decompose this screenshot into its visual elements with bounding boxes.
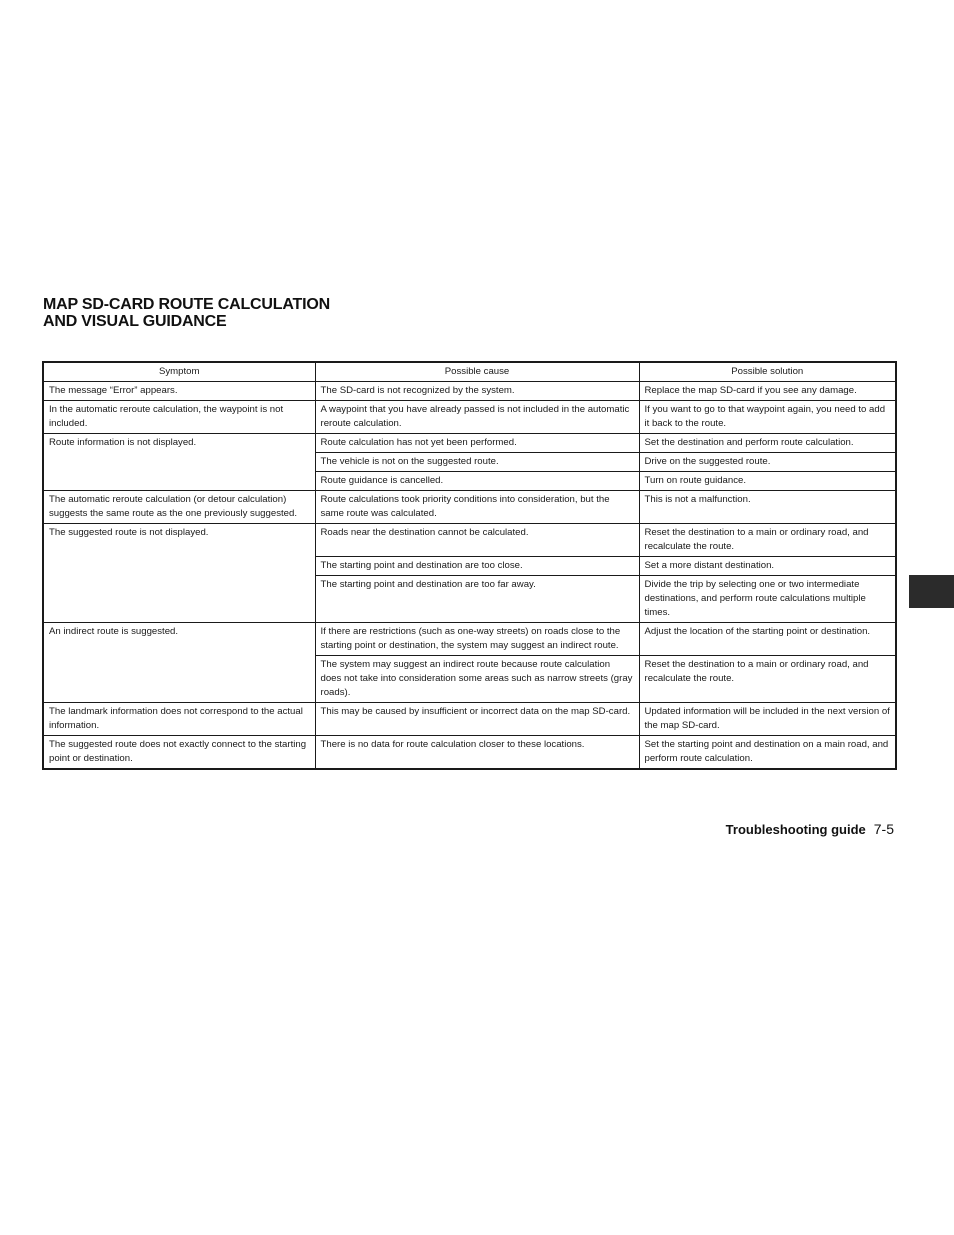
solution-cell: Adjust the location of the starting point or destination. [639, 623, 896, 656]
cause-cell: The SD-card is not recognized by the system. [315, 382, 639, 401]
symptom-cell: In the automatic reroute calculation, the waypoint is not included. [43, 401, 315, 434]
cause-cell: This may be caused by insufficient or incorrect data on the map SD-card. [315, 703, 639, 736]
table-row [43, 623, 896, 656]
cause-cell: There is no data for route calculation closer to these locations. [315, 736, 639, 770]
section-title-line-2: AND VISUAL GUIDANCE [43, 313, 227, 330]
symptom-cell: The suggested route is not displayed. [43, 524, 315, 623]
table-row [43, 524, 896, 557]
header-symptom: Symptom [43, 362, 315, 382]
page-number: 7-5 [873, 821, 894, 837]
table-row [43, 736, 896, 770]
symptom-cell: The automatic reroute calculation (or detour calculation) suggests the same route as the one previously suggested. [43, 491, 315, 524]
cause-cell: Roads near the destination cannot be calculated. [315, 524, 639, 557]
cause-cell: The system may suggest an indirect route because route calculation does not take into consideration some areas such as narrow streets (gray roads). [315, 656, 639, 703]
table-row [43, 491, 896, 524]
solution-cell: If you want to go to that waypoint again, you need to add it back to the route. [639, 401, 896, 434]
solution-cell: Replace the map SD-card if you see any damage. [639, 382, 896, 401]
chapter-tab-marker [909, 575, 954, 608]
cause-cell: The vehicle is not on the suggested route. [315, 453, 639, 472]
header-possible-solution: Possible solution [639, 362, 896, 382]
troubleshooting-table [42, 361, 897, 770]
solution-cell: Set the starting point and destination on a main road, and perform route calculation. [639, 736, 896, 770]
symptom-cell: An indirect route is suggested. [43, 623, 315, 703]
solution-cell: Reset the destination to a main or ordinary road, and recalculate the route. [639, 656, 896, 703]
cause-cell: Route calculation has not yet been performed. [315, 434, 639, 453]
cause-cell: If there are restrictions (such as one-way streets) on roads close to the starting point or destination, the system may suggest an indirect route. [315, 623, 639, 656]
symptom-cell: The landmark information does not correspond to the actual information. [43, 703, 315, 736]
symptom-cell: The suggested route does not exactly connect to the starting point or destination. [43, 736, 315, 770]
cause-cell: A waypoint that you have already passed is not included in the automatic reroute calculation. [315, 401, 639, 434]
footer-section-name: Troubleshooting guide [725, 822, 866, 837]
solution-cell: Updated information will be included in the next version of the map SD-card. [639, 703, 896, 736]
header-possible-cause: Possible cause [315, 362, 639, 382]
table-row [43, 434, 896, 453]
symptom-cell: The message “Error” appears. [43, 382, 315, 401]
table-row [43, 401, 896, 434]
cause-cell: The starting point and destination are too far away. [315, 576, 639, 623]
solution-cell: Drive on the suggested route. [639, 453, 896, 472]
table-row [43, 382, 896, 401]
section-title-line-1: MAP SD-CARD ROUTE CALCULATION [43, 296, 330, 313]
solution-cell: Turn on route guidance. [639, 472, 896, 491]
solution-cell: Set a more distant destination. [639, 557, 896, 576]
cause-cell: The starting point and destination are too close. [315, 557, 639, 576]
table-row [43, 703, 896, 736]
section-title [43, 296, 330, 330]
solution-cell: Divide the trip by selecting one or two intermediate destinations, and perform route calculations multiple times. [639, 576, 896, 623]
page-footer [726, 821, 894, 837]
solution-cell: Reset the destination to a main or ordinary road, and recalculate the route. [639, 524, 896, 557]
symptom-cell: Route information is not displayed. [43, 434, 315, 491]
cause-cell: Route guidance is cancelled. [315, 472, 639, 491]
solution-cell: This is not a malfunction. [639, 491, 896, 524]
table-header-row [43, 362, 896, 382]
solution-cell: Set the destination and perform route calculation. [639, 434, 896, 453]
cause-cell: Route calculations took priority conditions into consideration, but the same route was calculated. [315, 491, 639, 524]
